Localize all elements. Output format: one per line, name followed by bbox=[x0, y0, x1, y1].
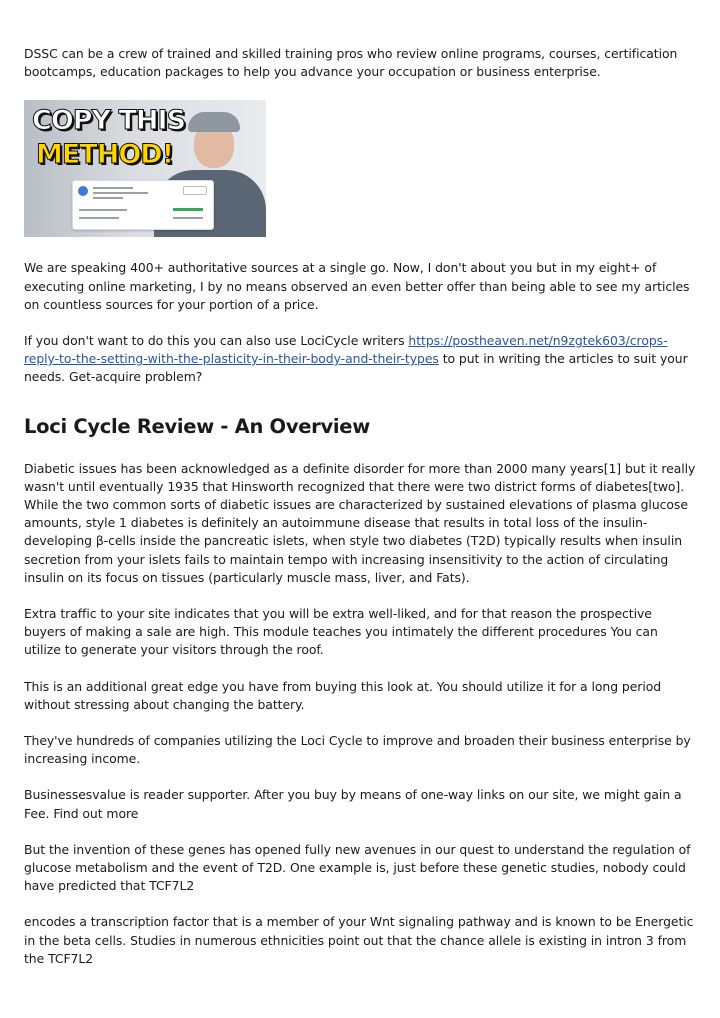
diabetic-paragraph: Diabetic issues has been acknowledged as a definite disorder for more than 2000 many years[1] but it really wasn't until eventually 1935 that Hinsworth recognized that there were two district forms of diabetes[two]. While the two common sorts of diabetic issues are characterized by sustained elevations of plasma glucose amounts, style 1 diabetes is definitely an autoimmune disease that results in total loss of the insulin-developing β-cells inside the pancreatic islets, when style two diabetes (T2D) typically results when insulin secretion from your islets fails to maintain tempo with increasing insensitivity to the action of circulating insulin on its focus on tissues (particularly muscle mass, liver, and Fats). bbox=[24, 460, 696, 585]
edge-paragraph: This is an additional great edge you have from buying this look at. You should utilize it for a long period without stressing about changing the battery. bbox=[24, 678, 662, 712]
presenter-cap bbox=[188, 112, 240, 132]
traffic-paragraph: Extra traffic to your site indicates that you will be extra well-liked, and for that reason the prospective buyers of making a sale are high. This module teaches you intimately the different procedures You can utilize to generate your visitors through the roof. bbox=[24, 606, 658, 658]
card-text-line bbox=[93, 197, 123, 199]
thumbnail-headline-1: COPY THIS bbox=[32, 105, 186, 137]
section-heading: Loci Cycle Review - An Overview bbox=[24, 414, 370, 438]
earnings-card bbox=[72, 180, 214, 230]
video-thumbnail[interactable] bbox=[24, 100, 266, 237]
writers-text-before: If you don't want to do this you can also use LociCycle writers bbox=[24, 333, 409, 349]
genes-paragraph: But the invention of these genes has opened fully new avenues in our quest to understand the regulation of glucose metabolism and the event of T2D. One example is, just before these genetic studies, nobody could have predicted that TCF7L2 bbox=[24, 841, 691, 894]
card-button bbox=[183, 186, 207, 195]
card-text-line bbox=[93, 187, 133, 189]
card-text-line bbox=[79, 217, 119, 219]
writers-text-after: to put in writing the articles to suit your needs. Get-acquire problem? bbox=[24, 351, 688, 385]
card-text-line bbox=[173, 217, 203, 219]
intro-paragraph: DSSC can be a crew of trained and skilled training pros who review online programs, courses, certification bootcamps, education packages to help you advance your occupation or business enterprise. bbox=[24, 46, 678, 80]
card-text-line bbox=[79, 209, 127, 211]
supporter-paragraph: Businessesvalue is reader supporter. After you buy by means of one-way links on our site, we might gain a Fee. Find out more bbox=[24, 787, 682, 821]
encodes-paragraph: encodes a transcription factor that is a member of your Wnt signaling pathway and is known to be Energetic in the beta cells. Studies in numerous ethnicities point out that the chance allele is existing in intron 3 from the TCF7L2 bbox=[24, 914, 694, 966]
thumbnail-headline-2: METHOD! bbox=[36, 139, 174, 171]
card-earnings-value bbox=[173, 208, 203, 211]
companies-paragraph: They've hundreds of companies utilizing the Loci Cycle to improve and broaden their business enterprise by increasing income. bbox=[24, 733, 691, 767]
speaking-paragraph: We are speaking 400+ authoritative sources at a single go. Now, I don't about you but in my eight+ of executing online marketing, I by no means observed an even better offer than being able to see my articles on countless sources for your portion of a price. bbox=[24, 260, 690, 312]
writers-paragraph bbox=[24, 332, 696, 387]
card-avatar bbox=[78, 186, 88, 196]
card-text-line bbox=[93, 192, 148, 194]
postheaven-link[interactable]: https://postheaven.net/n9zgtek603/crops-reply-to-the-setting-with-the-plasticity-in-their-body-and-their-types bbox=[24, 333, 668, 367]
